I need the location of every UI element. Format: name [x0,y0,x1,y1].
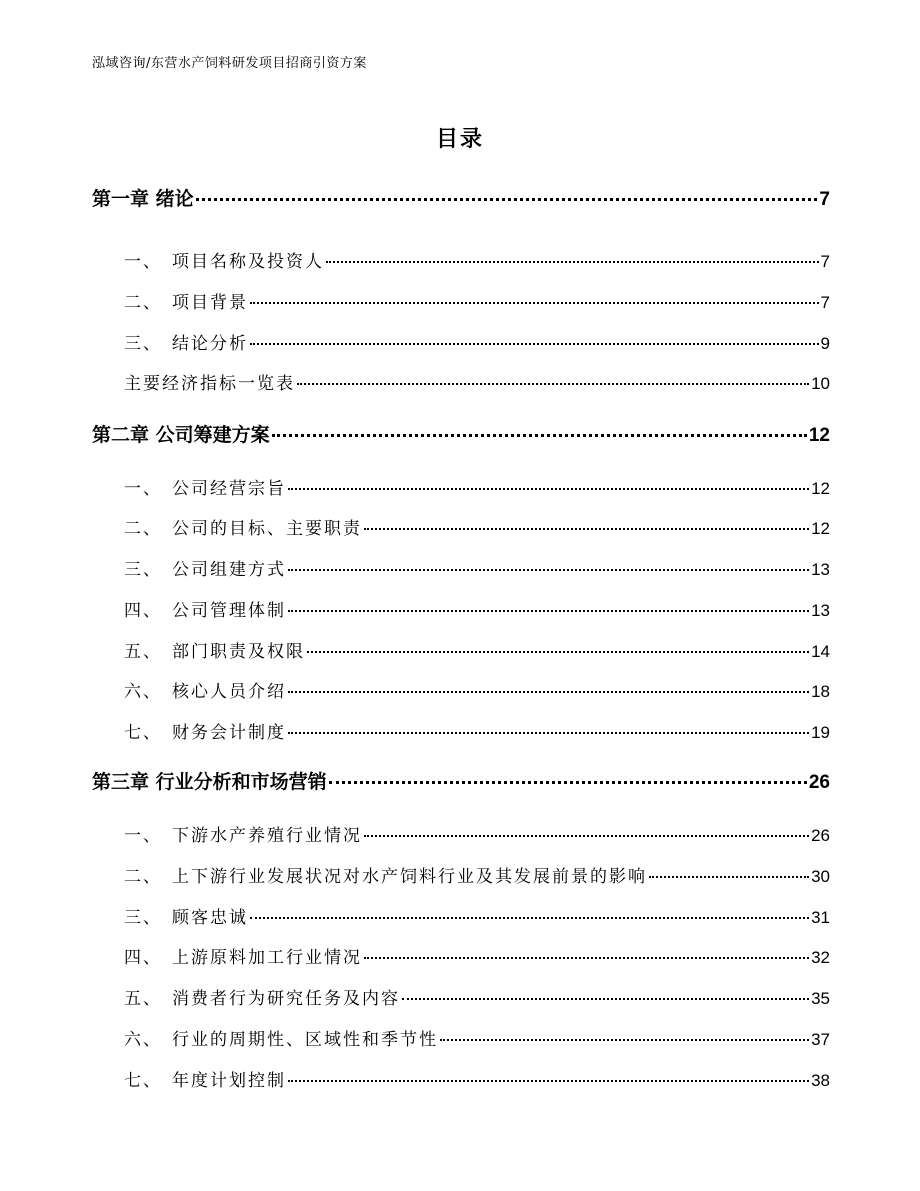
toc-page-number: 12 [808,425,830,446]
toc-section[interactable] [92,329,830,354]
dot-leader [288,691,809,693]
toc-section-label: 上下游行业发展状况对水产饲料行业及其发展前景的影响 [172,867,647,887]
toc-page-number: 38 [811,1071,830,1090]
dot-leader [364,835,809,837]
toc-page-number: 7 [820,293,830,312]
toc-section[interactable] [92,247,830,272]
toc-page-number: 19 [811,723,830,742]
toc-section-label: 顾客忠诚 [172,908,248,928]
toc-page-number: 9 [820,334,830,353]
toc-section[interactable] [92,369,830,394]
dot-leader [196,198,818,201]
toc-section-number: 二、 [124,519,162,539]
dot-leader [402,998,809,1000]
toc-section-label: 公司管理体制 [172,601,286,621]
toc-section-number: 二、 [124,867,162,887]
toc-section[interactable] [92,1066,830,1091]
toc-section-label: 项目背景 [172,293,248,313]
toc-section[interactable] [92,555,830,580]
dot-leader [329,781,807,784]
dot-leader [288,732,809,734]
toc-page-number: 18 [811,682,830,701]
toc-section[interactable] [92,1025,830,1050]
toc-page-number: 13 [811,560,830,579]
toc-page-number: 10 [811,374,830,393]
toc-page-number: 26 [811,826,830,845]
dot-leader [364,528,809,530]
toc-section-label: 年度计划控制 [172,1071,286,1091]
toc-section-number: 六、 [124,682,162,702]
toc-chapter-2[interactable] [92,420,830,447]
toc-section[interactable] [92,514,830,539]
toc-section-label: 公司组建方式 [172,560,286,580]
toc-page-number: 7 [819,189,830,210]
toc-section[interactable] [92,596,830,621]
dot-leader [288,488,809,490]
dot-leader [288,1080,809,1082]
toc-section-number: 三、 [124,560,162,580]
toc-page-number: 31 [811,908,830,927]
toc-section[interactable] [92,474,830,499]
toc-section[interactable] [92,637,830,662]
toc-chapter-label: 第一章 绪论 [92,188,194,210]
toc-section-number: 五、 [124,989,162,1009]
toc-page-number: 12 [811,519,830,538]
dot-leader [288,610,809,612]
dot-leader [272,434,807,437]
toc-section-label: 消费者行为研究任务及内容 [172,989,400,1009]
toc-chapter-label: 第二章 公司筹建方案 [92,424,270,446]
toc-section-label: 财务会计制度 [172,723,286,743]
toc-section[interactable] [92,903,830,928]
toc-section-number: 二、 [124,293,162,313]
toc-page-number: 13 [811,601,830,620]
toc-section-label: 项目名称及投资人 [172,252,324,272]
toc-section[interactable] [92,984,830,1009]
toc-section[interactable] [92,821,830,846]
toc-section[interactable] [92,943,830,968]
toc-chapter-1[interactable] [92,184,830,211]
toc-section-label: 部门职责及权限 [172,642,305,662]
toc-section-label: 上游原料加工行业情况 [172,948,362,968]
toc-section-number: 六、 [124,1030,162,1050]
dot-leader [649,876,809,878]
dot-leader [250,917,809,919]
toc-section-label: 下游水产养殖行业情况 [172,826,362,846]
toc-page-number: 14 [811,642,830,661]
toc-section[interactable] [92,862,830,887]
toc-section-number: 七、 [124,723,162,743]
toc-page-number: 12 [811,479,830,498]
toc-page-number: 30 [811,867,830,886]
toc-chapter-label: 第三章 行业分析和市场营销 [92,771,327,793]
toc-section-label: 公司经营宗旨 [172,479,286,499]
dot-leader [364,957,809,959]
toc-section-label: 行业的周期性、区域性和季节性 [172,1030,438,1050]
dot-leader [307,651,809,653]
toc-page-number: 26 [808,772,830,793]
running-header: 泓域咨询/东营水产饲料研发项目招商引资方案 [92,56,367,71]
toc-section-number: 七、 [124,1071,162,1091]
dot-leader [250,302,819,304]
toc-section-label: 核心人员介绍 [172,682,286,702]
toc-chapter-3[interactable] [92,767,830,794]
dot-leader [440,1039,809,1041]
toc-section-label: 主要经济指标一览表 [124,374,295,394]
toc-page-number: 37 [811,1030,830,1049]
dot-leader [250,343,819,345]
toc-section-number: 五、 [124,642,162,662]
toc-page-number: 7 [820,252,830,271]
dot-leader [326,261,819,263]
dot-leader [297,383,809,385]
toc-page-number: 32 [811,948,830,967]
toc-section-number: 四、 [124,601,162,621]
toc-title: 目录 [435,127,484,152]
toc-section-number: 一、 [124,826,162,846]
toc-section-number: 一、 [124,479,162,499]
toc-section[interactable] [92,677,830,702]
toc-section-number: 四、 [124,948,162,968]
dot-leader [288,569,809,571]
toc-section-number: 三、 [124,334,162,354]
toc-page-number: 35 [811,989,830,1008]
toc-section[interactable] [92,288,830,313]
toc-section-label: 公司的目标、主要职责 [172,519,362,539]
toc-section[interactable] [92,718,830,743]
toc-section-number: 一、 [124,252,162,272]
toc-section-number: 三、 [124,908,162,928]
toc-section-label: 结论分析 [172,334,248,354]
